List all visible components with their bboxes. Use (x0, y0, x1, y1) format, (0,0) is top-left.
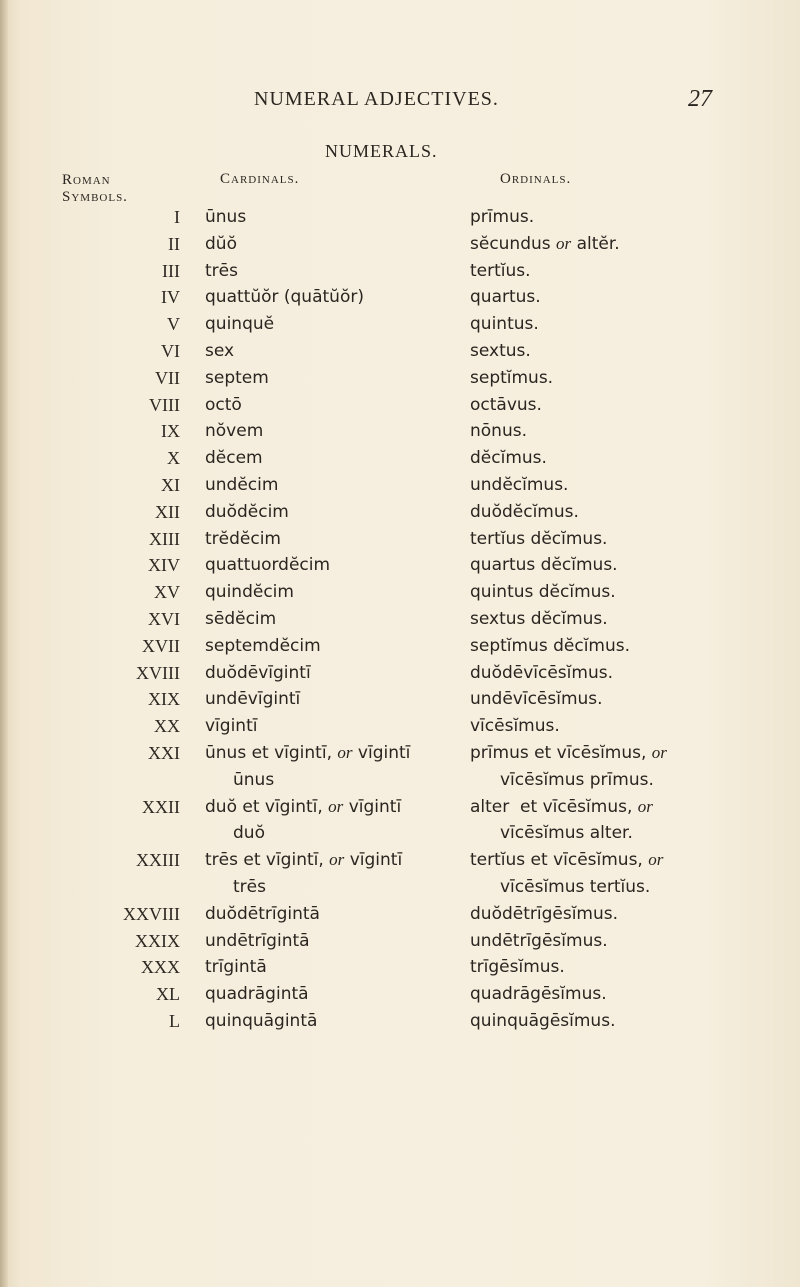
ordinal-text: altĕr. (571, 233, 620, 254)
roman-symbol: XXI (148, 742, 180, 763)
cardinal-cell: quinquĕ (205, 314, 275, 335)
table-row (0, 552, 800, 579)
roman-symbol: XL (156, 984, 180, 1005)
table-row (0, 660, 800, 687)
ordinal-text: tertĭus et vīcēsĭmus, (470, 850, 649, 871)
roman-symbol: XVI (148, 608, 180, 629)
cardinal-line (205, 794, 465, 821)
cardinal-cell: nŏvem (205, 421, 264, 442)
table-row (0, 928, 800, 955)
roman-symbol: XXII (142, 796, 180, 817)
ordinal-line (470, 847, 800, 874)
cardinal-continuation: ūnus (233, 769, 275, 790)
ordinal-cell (470, 740, 800, 794)
cardinal-cell: duŏdĕcim (205, 501, 289, 522)
cardinal-cell: undĕcim (205, 474, 279, 495)
cardinal-text: vīgintī (343, 796, 402, 817)
table-row (0, 579, 800, 606)
ordinal-cell: quinquāgēsĭmus. (470, 1010, 616, 1031)
ordinal-cell: dĕcĭmus. (470, 448, 547, 469)
column-header-ordinals: Ordinals. (500, 171, 572, 187)
column-header-roman-line2: Symbols. (62, 189, 128, 205)
cardinal-cell (205, 794, 465, 848)
ordinal-cell: trīgēsĭmus. (470, 957, 565, 978)
table-row (0, 901, 800, 928)
cardinal-cell: septem (205, 367, 269, 388)
roman-symbol: XIII (149, 528, 180, 549)
cardinal-text: ūnus et vīgintī, (205, 742, 338, 763)
ordinal-cell: prīmus. (470, 207, 535, 227)
roman-symbol: XII (155, 501, 180, 522)
or-connector: or (337, 742, 353, 762)
ordinal-text: alter et vīcēsĭmus, (470, 796, 638, 817)
roman-symbol: V (167, 314, 180, 335)
ordinal-cell: octāvus. (470, 394, 542, 415)
cardinal-cell: septemdĕcim (205, 635, 321, 656)
ordinal-continuation: vīcēsĭmus tertĭus. (500, 876, 651, 897)
ordinal-line (470, 740, 800, 767)
roman-symbol: XXIII (136, 850, 180, 871)
cardinal-line (205, 847, 465, 874)
table-row (0, 365, 800, 392)
roman-symbol: XI (161, 474, 180, 495)
cardinal-line (205, 740, 465, 767)
column-header-roman-line1: Roman (62, 172, 111, 188)
table-row (0, 499, 800, 526)
ordinal-cell: vīcēsĭmus. (470, 716, 560, 737)
table-row (0, 445, 800, 472)
roman-symbol: VIII (149, 394, 180, 415)
roman-symbol: VI (161, 340, 180, 361)
page-number: 27 (688, 86, 712, 112)
ordinal-line (470, 794, 800, 821)
cardinal-cell: sēdĕcim (205, 608, 277, 629)
ordinal-cell: duŏdĕcĭmus. (470, 501, 579, 522)
cardinal-cell: quattŭŏr (quātŭŏr) (205, 287, 364, 308)
ordinal-line (470, 231, 800, 258)
column-header-cardinals: Cardinals. (220, 171, 300, 187)
roman-symbol: XIV (148, 555, 180, 576)
roman-symbol: XVIII (136, 662, 180, 683)
ordinal-cell: quadrāgēsĭmus. (470, 984, 607, 1005)
roman-symbol: III (162, 260, 180, 281)
table-row (0, 981, 800, 1008)
table-row (0, 311, 800, 338)
or-connector: or (329, 850, 345, 870)
roman-symbol: IV (161, 287, 180, 308)
table-row (0, 633, 800, 660)
cardinal-cell (205, 847, 465, 901)
cardinal-cell: trĕdĕcim (205, 528, 281, 549)
roman-symbol: L (169, 1010, 180, 1031)
ordinal-cell: quintus dĕcĭmus. (470, 582, 616, 603)
roman-symbol: XVII (142, 635, 180, 656)
ordinal-cell: tertĭus. (470, 260, 531, 281)
cardinal-cell: undēvīgintī (205, 689, 301, 710)
table-row (0, 740, 800, 794)
cardinal-cell: quindĕcim (205, 582, 294, 603)
table-row (0, 526, 800, 553)
roman-symbol: IX (161, 421, 180, 442)
roman-symbol: XIX (148, 689, 180, 710)
ordinal-cell: septĭmus. (470, 367, 554, 388)
table-row (0, 847, 800, 901)
cardinal-continuation: duŏ (233, 823, 265, 844)
table-row (0, 231, 800, 258)
ordinal-cell: nōnus. (470, 421, 527, 442)
table-row (0, 794, 800, 848)
roman-symbol: XV (154, 582, 180, 603)
or-connector: or (648, 850, 664, 870)
table-row (0, 418, 800, 445)
cardinal-cell: vīgintī (205, 716, 258, 737)
table-title: NUMERALS. (325, 141, 438, 161)
cardinal-text: trēs et vīgintī, (205, 850, 330, 871)
ordinal-cell: sextus dĕcĭmus. (470, 608, 608, 629)
table-row (0, 1008, 800, 1035)
table-row (0, 606, 800, 633)
ordinal-cell (470, 231, 800, 258)
table-row (0, 284, 800, 311)
table-row (0, 258, 800, 285)
ordinal-cell: tertĭus dĕcĭmus. (470, 528, 608, 549)
table-row (0, 713, 800, 740)
cardinal-cell: dĕcem (205, 448, 263, 469)
cardinal-text: duŏ et vīgintī, (205, 796, 329, 817)
table-row (0, 338, 800, 365)
cardinal-cell: ūnus (205, 207, 247, 227)
table-row (0, 204, 800, 231)
cardinal-cell: undētrīgintā (205, 930, 310, 951)
cardinal-cell: sex (205, 340, 235, 361)
roman-symbol: XXX (141, 957, 180, 978)
ordinal-continuation: vīcēsĭmus prīmus. (500, 769, 654, 790)
running-head: NUMERAL ADJECTIVES. (254, 88, 499, 110)
or-connector: or (556, 233, 572, 253)
table-row (0, 392, 800, 419)
ordinal-cell: quintus. (470, 314, 539, 335)
or-connector: or (328, 796, 344, 816)
table-row (0, 954, 800, 981)
ordinal-text: prīmus et vīcēsĭmus, (470, 742, 652, 763)
table-row (0, 686, 800, 713)
roman-symbol: VII (155, 367, 180, 388)
cardinal-cell: quinquāgintā (205, 1010, 318, 1031)
roman-symbol: XXVIII (123, 903, 180, 924)
ordinal-cell: undēvīcēsĭmus. (470, 689, 603, 710)
or-connector: or (651, 742, 667, 762)
numerals-table (0, 204, 800, 1035)
cardinal-cell: trēs (205, 260, 238, 281)
ordinal-cell: quartus dĕcĭmus. (470, 555, 618, 576)
ordinal-cell: duŏdētrīgēsĭmus. (470, 903, 619, 924)
cardinal-continuation: trēs (233, 876, 266, 897)
cardinal-cell: duŏdētrīgintā (205, 903, 320, 924)
cardinal-cell (205, 740, 465, 794)
roman-symbol: II (168, 233, 180, 254)
column-header-roman (62, 172, 128, 206)
or-connector: or (637, 796, 653, 816)
ordinal-text: sĕcundus (470, 233, 557, 254)
ordinal-cell: undĕcĭmus. (470, 474, 569, 495)
table-row (0, 472, 800, 499)
roman-symbol: I (174, 207, 180, 227)
ordinal-cell: quartus. (470, 287, 541, 308)
ordinal-cell: septĭmus dĕcĭmus. (470, 635, 631, 656)
cardinal-cell: quattuordĕcim (205, 555, 331, 576)
ordinal-continuation: vīcēsĭmus alter. (500, 823, 633, 844)
cardinal-text: vīgintī (352, 742, 411, 763)
cardinal-cell: octō (205, 394, 242, 415)
roman-symbol: XXIX (135, 930, 180, 951)
cardinal-cell: trīgintā (205, 957, 267, 978)
ordinal-cell: undētrīgēsĭmus. (470, 930, 608, 951)
roman-symbol: X (167, 448, 180, 469)
cardinal-cell: duŏdēvīgintī (205, 662, 311, 683)
cardinal-cell: dŭŏ (205, 233, 237, 254)
ordinal-cell (470, 794, 800, 848)
cardinal-text: vīgintī (344, 850, 403, 871)
cardinal-cell: quadrāgintā (205, 984, 309, 1005)
roman-symbol: XX (154, 716, 180, 737)
ordinal-cell: duŏdēvīcēsĭmus. (470, 662, 613, 683)
ordinal-cell: sextus. (470, 340, 531, 361)
ordinal-cell (470, 847, 800, 901)
